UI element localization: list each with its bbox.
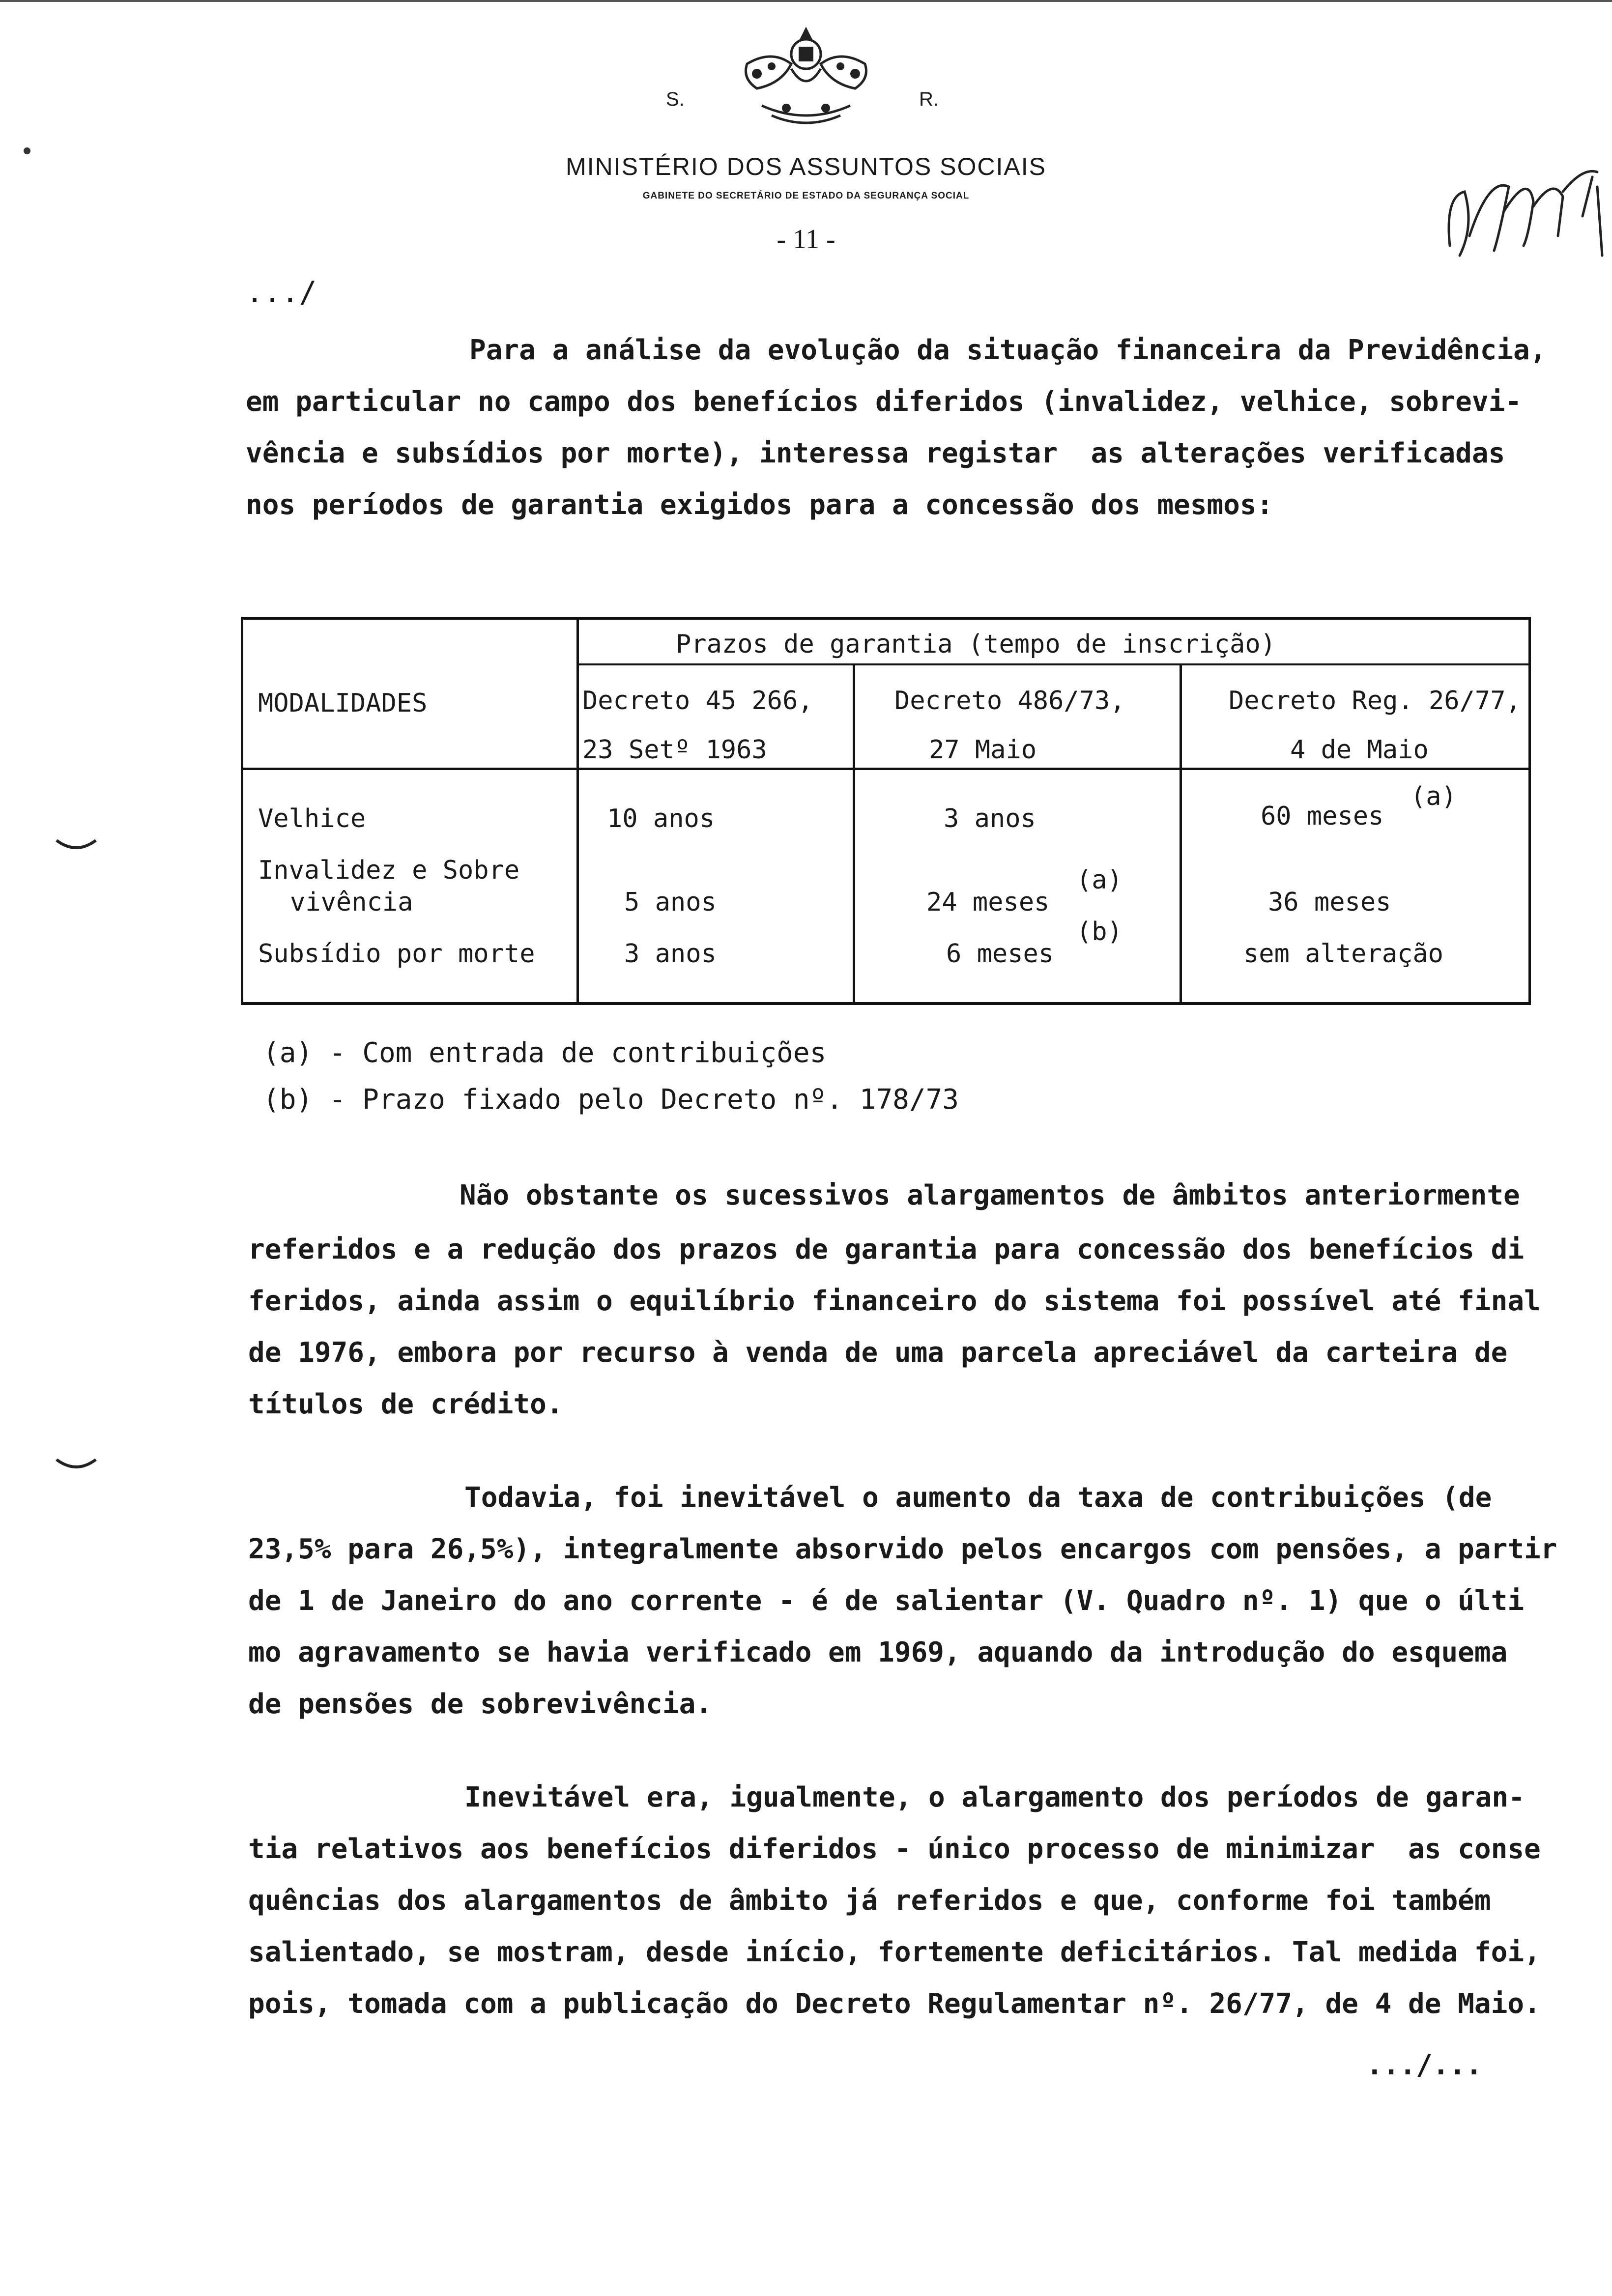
paragraph2-line: de 1976, embora por recurso à venda de uma parcela apreciável da carteira de — [248, 1337, 1508, 1369]
table-header-decree-1977-line1: Decreto Reg. 26/77, — [1229, 686, 1521, 716]
paragraph3-line: 23,5% para 26,5%), integralmente absorvido pelos encargos com pensões, a partir — [248, 1533, 1557, 1565]
table-cell-1973: 3 anos — [944, 804, 1036, 833]
table-row-label: Subsídio por morte — [258, 939, 535, 969]
table-row-label: vivência — [290, 888, 413, 917]
paragraph4-line: salientado, se mostram, desde início, fortemente deficitários. Tal medida foi, — [248, 1936, 1541, 1968]
paragraph1-line: em particular no campo dos benefícios diferidos (invalidez, velhice, sobrevi- — [246, 386, 1522, 418]
table-group-header: Prazos de garantia (tempo de inscrição) — [676, 630, 1276, 659]
table-header-decree-1973-line2: 27 Maio — [929, 735, 1037, 765]
header-r-letter: R. — [919, 88, 939, 110]
table-header-decree-1977-line2: 4 de Maio — [1290, 735, 1429, 765]
header-s-letter: S. — [666, 88, 685, 110]
guarantee-periods-table — [241, 617, 1531, 1005]
paragraph4-line: tia relativos aos benefícios diferidos - único processo de minimizar as conse — [248, 1833, 1541, 1865]
paragraph3-line: de pensões de sobrevivência. — [248, 1688, 713, 1720]
table-cell-1963: 3 anos — [624, 939, 717, 969]
table-cell-note: (a) — [1410, 782, 1457, 811]
table-cell-note: (b) — [1076, 917, 1123, 947]
end-continuation-mark: .../... — [1366, 2049, 1483, 2081]
punch-hole-mark — [24, 147, 30, 154]
page-number: - 11 - — [777, 224, 835, 255]
table-cell-note: (a) — [1076, 865, 1123, 895]
table-cell-1977: 36 meses — [1268, 888, 1391, 917]
table-cell-1963: 5 anos — [624, 888, 717, 917]
paragraph1-line: nos períodos de garantia exigidos para a concessão dos mesmos: — [246, 489, 1273, 521]
table-row-label: Velhice — [258, 804, 366, 833]
paragraph4-line: quências dos alargamentos de âmbito já referidos e que, conforme foi também — [248, 1885, 1491, 1917]
table-cell-1973: 6 meses — [946, 939, 1054, 969]
paragraph2-line: Não obstante os sucessivos alargamentos de âmbitos anteriormente — [460, 1179, 1520, 1211]
coat-of-arms-icon — [727, 20, 885, 133]
continuation-mark: .../ — [246, 275, 317, 310]
paragraph3-line: de 1 de Janeiro do ano corrente - é de salientar (V. Quadro nº. 1) que o últi — [248, 1585, 1525, 1617]
handwritten-signature — [1435, 138, 1612, 295]
paragraph4-line: pois, tomada com a publicação do Decreto Regulamentar nº. 26/77, de 4 de Maio. — [248, 1988, 1541, 2020]
table-header-decree-1963-line2: 23 Setº 1963 — [582, 735, 767, 765]
margin-mark — [54, 1455, 98, 1474]
footnote-a: (a) - Com entrada de contribuições — [263, 1037, 827, 1069]
office-subtitle: GABINETE DO SECRETÁRIO DE ESTADO DA SEGURANÇA SOCIAL — [642, 191, 970, 201]
paragraph2-line: referidos e a redução dos prazos de garantia para concessão dos benefícios di — [248, 1234, 1525, 1265]
footnote-b: (b) - Prazo fixado pelo Decreto nº. 178/73 — [263, 1084, 959, 1116]
paragraph1-line: Para a análise da evolução da situação financeira da Previdência, — [469, 334, 1547, 366]
table-header-modalidades: MODALIDADES — [258, 689, 428, 718]
paragraph4-line: Inevitável era, igualmente, o alargamento dos períodos de garan- — [464, 1781, 1525, 1813]
paragraph3-line: Todavia, foi inevitável o aumento da taxa de contribuições (de — [464, 1482, 1492, 1514]
paragraph2-line: feridos, ainda assim o equilíbrio financeiro do sistema foi possível até final — [248, 1285, 1541, 1317]
table-cell-1973: 24 meses — [926, 888, 1050, 917]
table-header-decree-1973-line1: Decreto 486/73, — [894, 686, 1125, 716]
ministry-title: MINISTÉRIO DOS ASSUNTOS SOCIAIS — [566, 153, 1046, 180]
table-cell-1977: sem alteração — [1243, 939, 1443, 969]
table-cell-1977: 60 meses — [1261, 802, 1384, 831]
table-header-decree-1963-line1: Decreto 45 266, — [582, 686, 813, 716]
table-row-label: Invalidez e Sobre — [258, 856, 520, 885]
paragraph2-line: títulos de crédito. — [248, 1388, 563, 1420]
paragraph1-line: vência e subsídios por morte), interessa registar as alterações verificadas — [246, 437, 1505, 469]
top-border-line — [0, 0, 1612, 2]
margin-mark — [54, 835, 98, 855]
table-cell-1963: 10 anos — [607, 804, 715, 833]
paragraph3-line: mo agravamento se havia verificado em 1969, aquando da introdução do esquema — [248, 1636, 1508, 1668]
